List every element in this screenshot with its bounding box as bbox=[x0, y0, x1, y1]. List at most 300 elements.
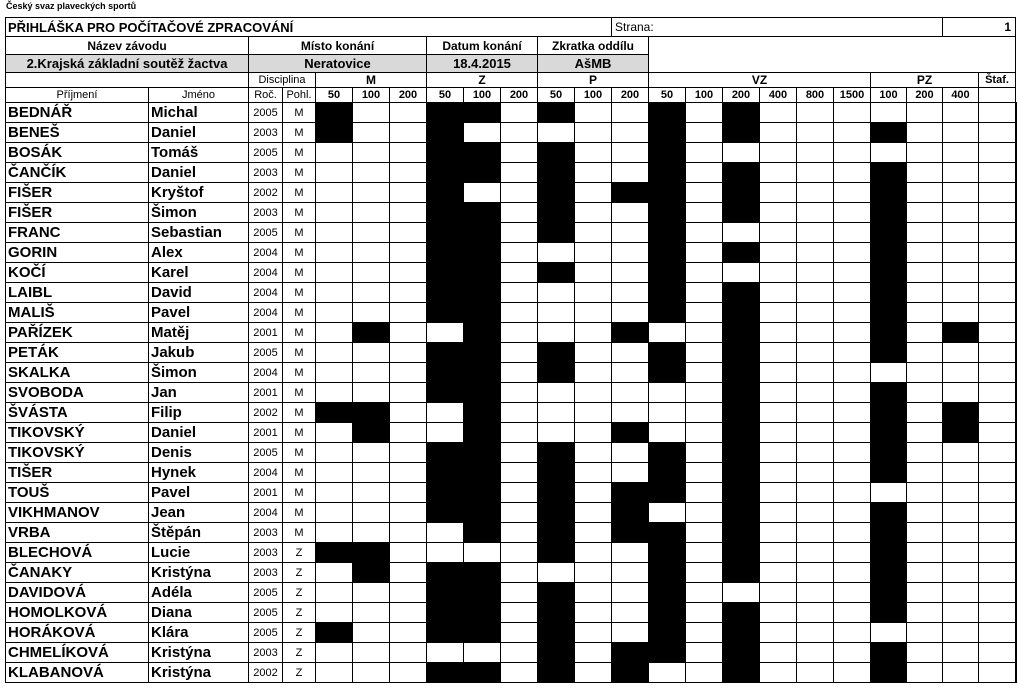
event-cell bbox=[907, 303, 943, 323]
sex-header: Pohl. bbox=[283, 88, 316, 103]
event-cell bbox=[390, 483, 427, 503]
event-cell bbox=[575, 323, 612, 343]
event-cell bbox=[649, 223, 686, 243]
swimmer-firstname: Štěpán bbox=[149, 523, 249, 543]
event-cell bbox=[979, 503, 1016, 523]
event-cell bbox=[686, 263, 723, 283]
event-cell bbox=[871, 543, 907, 563]
event-cell bbox=[649, 303, 686, 323]
distance-pz-100: 100 bbox=[871, 88, 907, 103]
swimmer-surname: HOMOLKOVÁ bbox=[6, 603, 149, 623]
relay-cell bbox=[1016, 283, 1017, 303]
event-cell bbox=[907, 263, 943, 283]
swimmer-firstname: Michal bbox=[149, 103, 249, 123]
event-cell bbox=[797, 143, 834, 163]
event-cell bbox=[501, 663, 538, 683]
swimmer-surname: SKALKA bbox=[6, 363, 149, 383]
event-cell bbox=[834, 123, 871, 143]
event-cell bbox=[907, 123, 943, 143]
event-cell bbox=[316, 383, 353, 403]
event-cell bbox=[390, 243, 427, 263]
event-cell bbox=[353, 583, 390, 603]
event-cell bbox=[538, 263, 575, 283]
event-cell bbox=[834, 143, 871, 163]
event-cell bbox=[797, 323, 834, 343]
event-cell bbox=[723, 463, 760, 483]
event-cell bbox=[538, 323, 575, 343]
event-cell bbox=[871, 123, 907, 143]
event-cell bbox=[612, 203, 649, 223]
event-cell bbox=[390, 403, 427, 423]
event-cell bbox=[979, 243, 1016, 263]
swimmer-surname: HORÁKOVÁ bbox=[6, 623, 149, 643]
event-cell bbox=[723, 283, 760, 303]
event-cell bbox=[979, 343, 1016, 363]
event-cell bbox=[464, 563, 501, 583]
event-cell bbox=[649, 263, 686, 283]
swimmer-year: 2001 bbox=[249, 323, 283, 343]
event-cell bbox=[501, 283, 538, 303]
event-cell bbox=[649, 103, 686, 123]
event-cell bbox=[686, 503, 723, 523]
event-cell bbox=[907, 383, 943, 403]
swimmer-year: 2005 bbox=[249, 443, 283, 463]
swimmer-sex: M bbox=[283, 183, 316, 203]
event-cell bbox=[760, 463, 797, 483]
event-cell bbox=[427, 443, 464, 463]
event-cell bbox=[538, 143, 575, 163]
swimmer-year: 2004 bbox=[249, 363, 283, 383]
event-cell bbox=[797, 263, 834, 283]
swimmer-year: 2005 bbox=[249, 603, 283, 623]
swimmer-sex: M bbox=[283, 283, 316, 303]
swimmer-surname: BLECHOVÁ bbox=[6, 543, 149, 563]
event-cell bbox=[797, 603, 834, 623]
event-cell bbox=[760, 623, 797, 643]
event-cell bbox=[538, 343, 575, 363]
event-cell bbox=[723, 103, 760, 123]
group-z: Z bbox=[427, 73, 538, 88]
relay-cell bbox=[1016, 443, 1017, 463]
swimmer-firstname: Denis bbox=[149, 443, 249, 463]
relay-cell bbox=[1016, 503, 1017, 523]
event-cell bbox=[464, 623, 501, 643]
event-cell bbox=[649, 463, 686, 483]
swimmer-firstname: Kristýna bbox=[149, 643, 249, 663]
event-cell bbox=[871, 443, 907, 463]
distance-vz-1500: 1500 bbox=[834, 88, 871, 103]
event-cell bbox=[390, 203, 427, 223]
event-cell bbox=[834, 103, 871, 123]
swimmer-surname: TIKOVSKÝ bbox=[6, 443, 149, 463]
event-cell bbox=[316, 263, 353, 283]
relay-cell bbox=[1016, 463, 1017, 483]
event-cell bbox=[316, 143, 353, 163]
event-cell bbox=[943, 283, 979, 303]
event-cell bbox=[464, 443, 501, 463]
event-cell bbox=[979, 223, 1016, 243]
event-cell bbox=[723, 603, 760, 623]
event-cell bbox=[538, 663, 575, 683]
event-cell bbox=[464, 183, 501, 203]
event-cell bbox=[686, 583, 723, 603]
event-cell bbox=[943, 143, 979, 163]
event-cell bbox=[316, 583, 353, 603]
event-cell bbox=[760, 583, 797, 603]
event-cell bbox=[538, 523, 575, 543]
swimmer-surname: FRANC bbox=[6, 223, 149, 243]
event-cell bbox=[390, 463, 427, 483]
event-cell bbox=[353, 403, 390, 423]
swimmer-firstname: Filip bbox=[149, 403, 249, 423]
event-cell bbox=[390, 103, 427, 123]
relay-cell bbox=[1016, 323, 1017, 343]
event-cell bbox=[907, 183, 943, 203]
table-row bbox=[6, 583, 1017, 603]
relay-cell bbox=[1016, 603, 1017, 623]
swimmer-surname: VIKHMANOV bbox=[6, 503, 149, 523]
swimmer-year: 2004 bbox=[249, 243, 283, 263]
event-cell bbox=[427, 643, 464, 663]
event-cell bbox=[575, 563, 612, 583]
event-cell bbox=[834, 363, 871, 383]
swimmer-surname: FIŠER bbox=[6, 203, 149, 223]
distance-p-200: 200 bbox=[612, 88, 649, 103]
event-cell bbox=[353, 323, 390, 343]
distance-z-200: 200 bbox=[501, 88, 538, 103]
event-cell bbox=[760, 163, 797, 183]
swimmer-year: 2001 bbox=[249, 423, 283, 443]
swimmer-surname: ČANAKY bbox=[6, 563, 149, 583]
relay-cell bbox=[1016, 523, 1017, 543]
event-cell bbox=[834, 203, 871, 223]
event-cell bbox=[834, 303, 871, 323]
table-row bbox=[6, 283, 1017, 303]
event-cell bbox=[427, 423, 464, 443]
event-cell bbox=[907, 323, 943, 343]
event-cell bbox=[760, 483, 797, 503]
swimmer-firstname: Daniel bbox=[149, 423, 249, 443]
event-cell bbox=[979, 643, 1016, 663]
event-cell bbox=[353, 563, 390, 583]
event-cell bbox=[686, 663, 723, 683]
event-cell bbox=[649, 423, 686, 443]
event-cell bbox=[797, 443, 834, 463]
event-cell bbox=[538, 563, 575, 583]
event-cell bbox=[538, 443, 575, 463]
event-cell bbox=[538, 123, 575, 143]
page-label: Strana: bbox=[612, 18, 943, 37]
swimmer-firstname: Jakub bbox=[149, 343, 249, 363]
event-cell bbox=[427, 103, 464, 123]
table-row bbox=[6, 163, 1017, 183]
swimmer-firstname: Alex bbox=[149, 243, 249, 263]
event-cell bbox=[797, 423, 834, 443]
event-cell bbox=[760, 323, 797, 343]
event-cell bbox=[760, 643, 797, 663]
event-cell bbox=[612, 183, 649, 203]
event-cell bbox=[464, 583, 501, 603]
event-cell bbox=[979, 203, 1016, 223]
event-cell bbox=[612, 303, 649, 323]
swimmer-surname: ČANČÍK bbox=[6, 163, 149, 183]
swimmer-sex: Z bbox=[283, 663, 316, 683]
event-cell bbox=[612, 143, 649, 163]
event-cell bbox=[575, 263, 612, 283]
event-cell bbox=[538, 363, 575, 383]
event-cell bbox=[723, 443, 760, 463]
event-cell bbox=[538, 643, 575, 663]
event-cell bbox=[353, 283, 390, 303]
swimmer-year: 2004 bbox=[249, 283, 283, 303]
event-cell bbox=[390, 383, 427, 403]
swimmer-sex: M bbox=[283, 443, 316, 463]
event-cell bbox=[979, 183, 1016, 203]
event-cell bbox=[316, 343, 353, 363]
table-row bbox=[6, 603, 1017, 623]
event-cell bbox=[797, 663, 834, 683]
event-cell bbox=[316, 503, 353, 523]
event-cell bbox=[538, 423, 575, 443]
swimmer-firstname: Adéla bbox=[149, 583, 249, 603]
event-cell bbox=[316, 643, 353, 663]
event-cell bbox=[427, 483, 464, 503]
event-cell bbox=[907, 583, 943, 603]
event-cell bbox=[427, 263, 464, 283]
event-cell bbox=[464, 103, 501, 123]
event-cell bbox=[575, 503, 612, 523]
event-cell bbox=[907, 463, 943, 483]
event-cell bbox=[501, 363, 538, 383]
swimmer-year: 2003 bbox=[249, 163, 283, 183]
event-cell bbox=[612, 163, 649, 183]
event-cell bbox=[649, 543, 686, 563]
event-cell bbox=[871, 323, 907, 343]
event-cell bbox=[686, 463, 723, 483]
event-cell bbox=[575, 523, 612, 543]
event-cell bbox=[834, 403, 871, 423]
event-cell bbox=[797, 463, 834, 483]
event-cell bbox=[612, 283, 649, 303]
swimmer-sex: M bbox=[283, 103, 316, 123]
distance-p-50: 50 bbox=[538, 88, 575, 103]
event-cell bbox=[612, 123, 649, 143]
event-cell bbox=[390, 223, 427, 243]
event-cell bbox=[316, 483, 353, 503]
swimmer-sex: M bbox=[283, 203, 316, 223]
event-cell bbox=[871, 103, 907, 123]
swimmer-sex: Z bbox=[283, 583, 316, 603]
event-cell bbox=[390, 303, 427, 323]
event-cell bbox=[649, 403, 686, 423]
event-cell bbox=[575, 343, 612, 363]
event-cell bbox=[649, 163, 686, 183]
event-cell bbox=[649, 123, 686, 143]
event-cell bbox=[501, 603, 538, 623]
event-cell bbox=[979, 423, 1016, 443]
event-cell bbox=[501, 303, 538, 323]
event-cell bbox=[686, 603, 723, 623]
swimmer-year: 2005 bbox=[249, 623, 283, 643]
relay-cell bbox=[1016, 183, 1017, 203]
event-cell bbox=[501, 423, 538, 443]
event-cell bbox=[649, 323, 686, 343]
event-cell bbox=[979, 363, 1016, 383]
swimmer-firstname: Pavel bbox=[149, 303, 249, 323]
swimmer-firstname: Diana bbox=[149, 603, 249, 623]
event-cell bbox=[649, 243, 686, 263]
event-cell bbox=[943, 323, 979, 343]
event-cell bbox=[353, 483, 390, 503]
event-cell bbox=[871, 563, 907, 583]
event-cell bbox=[464, 383, 501, 403]
event-cell bbox=[907, 503, 943, 523]
event-cell bbox=[979, 583, 1016, 603]
club-value: AšMB bbox=[538, 55, 649, 73]
event-cell bbox=[612, 583, 649, 603]
event-cell bbox=[834, 623, 871, 643]
event-cell bbox=[612, 423, 649, 443]
event-cell bbox=[907, 523, 943, 543]
event-cell bbox=[907, 363, 943, 383]
swimmer-sex: M bbox=[283, 123, 316, 143]
event-cell bbox=[538, 183, 575, 203]
swimmer-year: 2003 bbox=[249, 643, 283, 663]
event-cell bbox=[979, 483, 1016, 503]
event-cell bbox=[979, 623, 1016, 643]
swimmer-surname: DAVIDOVÁ bbox=[6, 583, 149, 603]
relay-label: Štaf. bbox=[979, 73, 1016, 88]
event-cell bbox=[943, 443, 979, 463]
event-cell bbox=[686, 163, 723, 183]
swimmer-sex: Z bbox=[283, 603, 316, 623]
event-cell bbox=[760, 543, 797, 563]
swimmer-firstname: Kristýna bbox=[149, 663, 249, 683]
event-cell bbox=[575, 643, 612, 663]
event-cell bbox=[390, 343, 427, 363]
organization-name: Český svaz plaveckých sportů bbox=[6, 1, 137, 11]
event-cell bbox=[649, 443, 686, 463]
relay-cell bbox=[1016, 223, 1017, 243]
swimmer-year: 2003 bbox=[249, 123, 283, 143]
table-row bbox=[6, 523, 1017, 543]
event-cell bbox=[538, 383, 575, 403]
event-cell bbox=[353, 203, 390, 223]
event-cell bbox=[427, 623, 464, 643]
event-cell bbox=[834, 503, 871, 523]
event-cell bbox=[316, 463, 353, 483]
event-cell bbox=[316, 183, 353, 203]
event-cell bbox=[834, 163, 871, 183]
event-cell bbox=[907, 423, 943, 443]
event-cell bbox=[612, 463, 649, 483]
swimmer-year: 2005 bbox=[249, 143, 283, 163]
event-cell bbox=[501, 143, 538, 163]
swimmer-surname: BEDNÁŘ bbox=[6, 103, 149, 123]
event-cell bbox=[723, 423, 760, 443]
event-cell bbox=[723, 263, 760, 283]
relay-cell bbox=[1016, 663, 1017, 683]
event-cell bbox=[979, 323, 1016, 343]
swimmer-firstname: Jan bbox=[149, 383, 249, 403]
event-cell bbox=[316, 363, 353, 383]
event-cell bbox=[353, 183, 390, 203]
event-cell bbox=[353, 383, 390, 403]
event-cell bbox=[834, 563, 871, 583]
event-cell bbox=[316, 163, 353, 183]
event-cell bbox=[649, 363, 686, 383]
relay-cell bbox=[1016, 623, 1017, 643]
distance-vz-800: 800 bbox=[797, 88, 834, 103]
event-cell bbox=[575, 423, 612, 443]
swimmer-year: 2005 bbox=[249, 223, 283, 243]
event-cell bbox=[390, 283, 427, 303]
event-cell bbox=[907, 663, 943, 683]
event-cell bbox=[760, 503, 797, 523]
event-cell bbox=[979, 443, 1016, 463]
relay-cell bbox=[1016, 123, 1017, 143]
table-row bbox=[6, 403, 1017, 423]
event-cell bbox=[575, 543, 612, 563]
event-cell bbox=[316, 103, 353, 123]
event-cell bbox=[979, 563, 1016, 583]
event-cell bbox=[353, 463, 390, 483]
swimmer-year: 2003 bbox=[249, 523, 283, 543]
swimmer-firstname: Šimon bbox=[149, 203, 249, 223]
swimmer-sex: Z bbox=[283, 623, 316, 643]
event-cell bbox=[538, 223, 575, 243]
table-row bbox=[6, 383, 1017, 403]
distance-p-100: 100 bbox=[575, 88, 612, 103]
event-cell bbox=[538, 483, 575, 503]
event-cell bbox=[834, 603, 871, 623]
distance-vz-400: 400 bbox=[760, 88, 797, 103]
swimmer-firstname: Pavel bbox=[149, 483, 249, 503]
relay-cell bbox=[1016, 263, 1017, 283]
event-cell bbox=[464, 323, 501, 343]
event-cell bbox=[760, 343, 797, 363]
event-cell bbox=[316, 563, 353, 583]
club-label: Zkratka oddílu bbox=[538, 37, 649, 55]
event-cell bbox=[612, 223, 649, 243]
event-cell bbox=[390, 143, 427, 163]
swimmer-firstname: Matěj bbox=[149, 323, 249, 343]
event-cell bbox=[979, 663, 1016, 683]
event-cell bbox=[797, 403, 834, 423]
event-cell bbox=[427, 163, 464, 183]
event-cell bbox=[871, 643, 907, 663]
event-cell bbox=[871, 163, 907, 183]
table-row bbox=[6, 563, 1017, 583]
event-cell bbox=[760, 663, 797, 683]
event-cell bbox=[797, 363, 834, 383]
event-cell bbox=[686, 383, 723, 403]
event-cell bbox=[575, 143, 612, 163]
event-cell bbox=[316, 603, 353, 623]
event-cell bbox=[723, 623, 760, 643]
event-cell bbox=[871, 483, 907, 503]
swimmer-surname: GORIN bbox=[6, 243, 149, 263]
swimmer-firstname: Hynek bbox=[149, 463, 249, 483]
table-row bbox=[6, 483, 1017, 503]
event-cell bbox=[501, 483, 538, 503]
event-cell bbox=[871, 523, 907, 543]
event-cell bbox=[686, 103, 723, 123]
swimmer-surname: FIŠER bbox=[6, 183, 149, 203]
event-cell bbox=[943, 223, 979, 243]
event-cell bbox=[943, 363, 979, 383]
event-cell bbox=[316, 243, 353, 263]
